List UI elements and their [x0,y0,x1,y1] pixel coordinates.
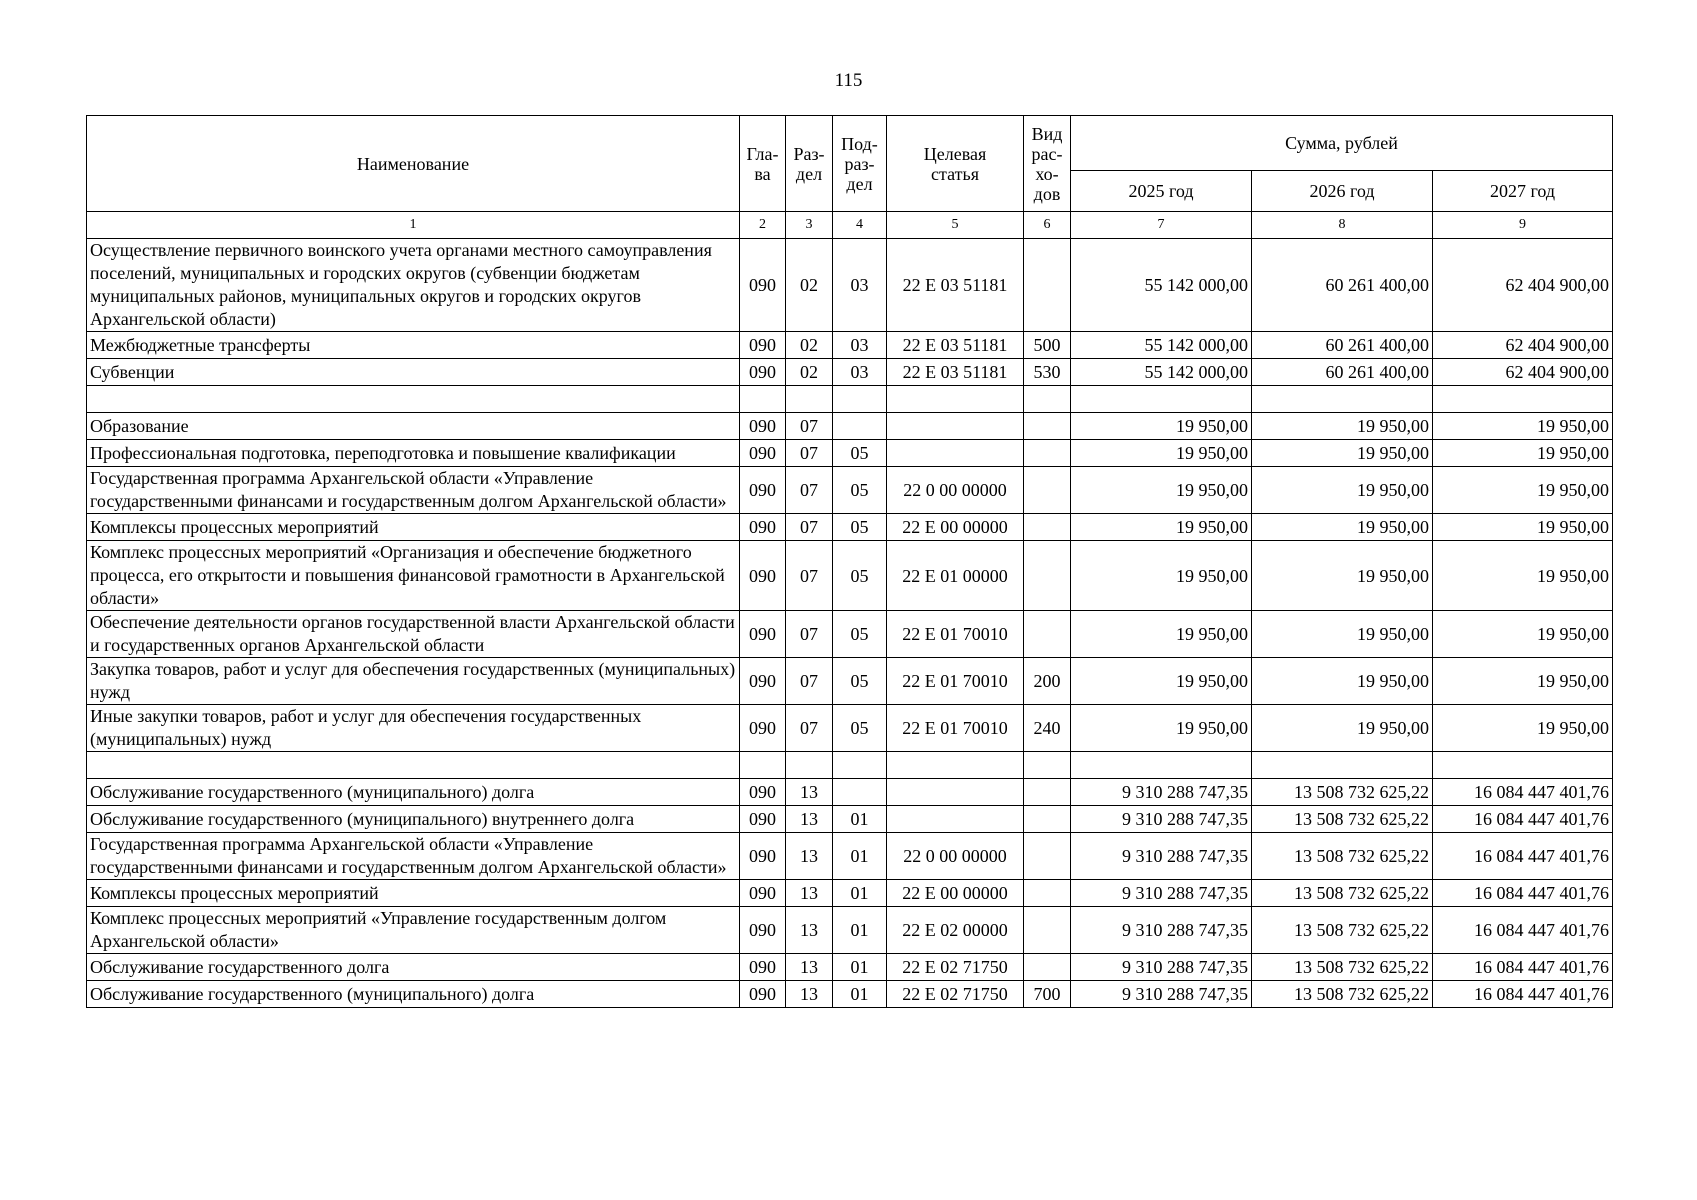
cell-vid-rashodov: 700 [1024,981,1071,1008]
cell-amount-2027: 62 404 900,00 [1433,332,1613,359]
cell-vid-rashodov [1024,907,1071,954]
empty-cell [1071,386,1252,413]
cell-amount-2025: 19 950,00 [1071,514,1252,541]
column-number: 7 [1071,212,1252,239]
cell-razdel: 07 [786,658,833,705]
cell-amount-2026: 19 950,00 [1252,705,1433,752]
column-number: 3 [786,212,833,239]
cell-amount-2025: 9 310 288 747,35 [1071,954,1252,981]
table-row [87,611,1613,658]
cell-razdel: 07 [786,541,833,611]
cell-amount-2026: 60 261 400,00 [1252,332,1433,359]
cell-amount-2027: 19 950,00 [1433,467,1613,514]
cell-amount-2025: 9 310 288 747,35 [1071,806,1252,833]
cell-glava: 090 [740,440,786,467]
column-number: 1 [87,212,740,239]
cell-vid-rashodov [1024,440,1071,467]
table-row [87,440,1613,467]
cell-amount-2027: 62 404 900,00 [1433,359,1613,386]
cell-razdel: 07 [786,440,833,467]
cell-celevaya-statya: 22 Е 03 51181 [887,239,1024,332]
cell-amount-2026: 19 950,00 [1252,413,1433,440]
header-celevaya-statya: Целевая статья [887,116,1024,212]
cell-razdel: 07 [786,705,833,752]
column-number: 8 [1252,212,1433,239]
cell-podrazdel: 01 [833,954,887,981]
cell-name: Государственная программа Архангельской области «Управление государственными финансами и государственным долгом Архангельской области» [87,467,740,514]
cell-celevaya-statya: 22 Е 02 00000 [887,907,1024,954]
cell-name: Субвенции [87,359,740,386]
cell-razdel: 07 [786,611,833,658]
cell-amount-2026: 19 950,00 [1252,541,1433,611]
cell-razdel: 13 [786,880,833,907]
cell-podrazdel: 05 [833,705,887,752]
cell-name: Комплексы процессных мероприятий [87,880,740,907]
cell-amount-2025: 55 142 000,00 [1071,239,1252,332]
cell-podrazdel: 05 [833,611,887,658]
empty-cell [1024,752,1071,779]
cell-amount-2026: 13 508 732 625,22 [1252,954,1433,981]
table-row [87,981,1613,1008]
cell-glava: 090 [740,239,786,332]
empty-cell [1252,386,1433,413]
cell-amount-2026: 13 508 732 625,22 [1252,907,1433,954]
cell-vid-rashodov [1024,413,1071,440]
header-year-2026: 2026 год [1252,171,1433,212]
empty-cell [786,752,833,779]
table-row [87,806,1613,833]
cell-razdel: 13 [786,907,833,954]
cell-glava: 090 [740,514,786,541]
cell-amount-2027: 16 084 447 401,76 [1433,880,1613,907]
cell-amount-2027: 16 084 447 401,76 [1433,806,1613,833]
cell-glava: 090 [740,954,786,981]
cell-razdel: 13 [786,779,833,806]
cell-name: Обеспечение деятельности органов государственной власти Архангельской области и государственных органов Архангельской области [87,611,740,658]
cell-name: Межбюджетные трансферты [87,332,740,359]
cell-name: Профессиональная подготовка, переподготовка и повышение квалификации [87,440,740,467]
cell-podrazdel: 01 [833,833,887,880]
empty-cell [887,752,1024,779]
cell-amount-2026: 13 508 732 625,22 [1252,779,1433,806]
cell-amount-2025: 19 950,00 [1071,658,1252,705]
empty-cell [1252,752,1433,779]
cell-amount-2026: 19 950,00 [1252,514,1433,541]
cell-amount-2025: 9 310 288 747,35 [1071,779,1252,806]
cell-celevaya-statya: 22 0 00 00000 [887,467,1024,514]
table-row [87,880,1613,907]
cell-name: Осуществление первичного воинского учета органами местного самоуправления поселений, муниципальных и городских округов (субвенции бюджетам муниципальных районов, муниципальных округов и городских округов Архангельской области) [87,239,740,332]
cell-celevaya-statya [887,806,1024,833]
cell-name: Обслуживание государственного (муниципального) долга [87,779,740,806]
cell-amount-2027: 19 950,00 [1433,658,1613,705]
cell-amount-2027: 16 084 447 401,76 [1433,981,1613,1008]
header-razdel: Раз- дел [786,116,833,212]
cell-amount-2025: 19 950,00 [1071,705,1252,752]
cell-celevaya-statya: 22 Е 03 51181 [887,359,1024,386]
cell-celevaya-statya: 22 Е 00 00000 [887,880,1024,907]
cell-amount-2027: 19 950,00 [1433,541,1613,611]
cell-name: Обслуживание государственного (муниципального) долга [87,981,740,1008]
cell-glava: 090 [740,541,786,611]
table-row [87,658,1613,705]
table-header [87,116,1613,239]
cell-vid-rashodov: 240 [1024,705,1071,752]
header-glava: Гла- ва [740,116,786,212]
empty-cell [833,752,887,779]
header-year-2027: 2027 год [1433,171,1613,212]
table-row [87,514,1613,541]
cell-podrazdel: 05 [833,440,887,467]
cell-glava: 090 [740,705,786,752]
cell-celevaya-statya: 22 0 00 00000 [887,833,1024,880]
cell-podrazdel [833,779,887,806]
table-row [87,907,1613,954]
empty-cell [887,386,1024,413]
cell-glava: 090 [740,880,786,907]
column-number-row [87,212,1613,239]
cell-amount-2026: 60 261 400,00 [1252,239,1433,332]
cell-celevaya-statya: 22 Е 02 71750 [887,954,1024,981]
cell-glava: 090 [740,981,786,1008]
column-number: 5 [887,212,1024,239]
cell-glava: 090 [740,833,786,880]
cell-amount-2025: 9 310 288 747,35 [1071,907,1252,954]
cell-amount-2027: 19 950,00 [1433,514,1613,541]
cell-celevaya-statya: 22 Е 01 00000 [887,541,1024,611]
cell-name: Комплекс процессных мероприятий «Организация и обеспечение бюджетного процесса, его открытости и повышения финансовой грамотности в Архангельской области» [87,541,740,611]
cell-celevaya-statya: 22 Е 01 70010 [887,658,1024,705]
cell-glava: 090 [740,413,786,440]
cell-vid-rashodov [1024,611,1071,658]
table-row [87,359,1613,386]
cell-vid-rashodov [1024,467,1071,514]
cell-celevaya-statya: 22 Е 03 51181 [887,332,1024,359]
cell-razdel: 02 [786,332,833,359]
column-number: 6 [1024,212,1071,239]
cell-celevaya-statya: 22 Е 00 00000 [887,514,1024,541]
cell-amount-2025: 9 310 288 747,35 [1071,833,1252,880]
cell-celevaya-statya: 22 Е 02 71750 [887,981,1024,1008]
cell-vid-rashodov [1024,833,1071,880]
table-row [87,413,1613,440]
cell-amount-2026: 19 950,00 [1252,440,1433,467]
table-row [87,332,1613,359]
cell-vid-rashodov [1024,779,1071,806]
cell-amount-2025: 19 950,00 [1071,467,1252,514]
cell-razdel: 13 [786,954,833,981]
cell-glava: 090 [740,658,786,705]
cell-razdel: 07 [786,413,833,440]
cell-podrazdel: 03 [833,359,887,386]
cell-celevaya-statya [887,440,1024,467]
cell-glava: 090 [740,611,786,658]
cell-name: Обслуживание государственного (муниципального) внутреннего долга [87,806,740,833]
cell-celevaya-statya [887,779,1024,806]
cell-razdel: 13 [786,833,833,880]
cell-podrazdel: 01 [833,907,887,954]
cell-vid-rashodov [1024,880,1071,907]
cell-glava: 090 [740,332,786,359]
header-podrazdel: Под- раз- дел [833,116,887,212]
cell-razdel: 07 [786,467,833,514]
empty-cell [740,386,786,413]
cell-podrazdel: 01 [833,880,887,907]
cell-name: Комплексы процессных мероприятий [87,514,740,541]
cell-name: Иные закупки товаров, работ и услуг для обеспечения государственных (муниципальных) нужд [87,705,740,752]
cell-name: Закупка товаров, работ и услуг для обеспечения государственных (муниципальных) нужд [87,658,740,705]
cell-vid-rashodov [1024,541,1071,611]
cell-vid-rashodov [1024,954,1071,981]
cell-amount-2026: 60 261 400,00 [1252,359,1433,386]
page-number: 115 [834,70,863,91]
table-row [87,705,1613,752]
column-number: 9 [1433,212,1613,239]
cell-vid-rashodov [1024,806,1071,833]
cell-amount-2025: 19 950,00 [1071,541,1252,611]
cell-glava: 090 [740,779,786,806]
cell-amount-2025: 19 950,00 [1071,413,1252,440]
cell-podrazdel [833,413,887,440]
cell-amount-2026: 13 508 732 625,22 [1252,833,1433,880]
cell-amount-2027: 16 084 447 401,76 [1433,954,1613,981]
cell-celevaya-statya: 22 Е 01 70010 [887,705,1024,752]
cell-razdel: 13 [786,806,833,833]
cell-amount-2027: 19 950,00 [1433,440,1613,467]
cell-podrazdel: 05 [833,514,887,541]
table-row [87,954,1613,981]
column-number: 2 [740,212,786,239]
empty-cell [833,386,887,413]
cell-razdel: 02 [786,359,833,386]
cell-celevaya-statya: 22 Е 01 70010 [887,611,1024,658]
cell-amount-2026: 13 508 732 625,22 [1252,806,1433,833]
cell-amount-2025: 9 310 288 747,35 [1071,981,1252,1008]
cell-vid-rashodov: 530 [1024,359,1071,386]
table-row [87,779,1613,806]
header-summa: Сумма, рублей [1071,116,1613,171]
cell-podrazdel: 05 [833,541,887,611]
empty-cell [740,752,786,779]
cell-amount-2027: 16 084 447 401,76 [1433,779,1613,806]
header-vid-rashodov: Вид рас- хо- дов [1024,116,1071,212]
cell-glava: 090 [740,806,786,833]
cell-podrazdel: 05 [833,467,887,514]
cell-amount-2027: 62 404 900,00 [1433,239,1613,332]
cell-vid-rashodov [1024,239,1071,332]
cell-name: Комплекс процессных мероприятий «Управление государственным долгом Архангельской области» [87,907,740,954]
cell-podrazdel: 01 [833,806,887,833]
cell-vid-rashodov: 200 [1024,658,1071,705]
empty-cell [1433,386,1613,413]
cell-podrazdel: 03 [833,239,887,332]
table-row [87,833,1613,880]
cell-amount-2027: 19 950,00 [1433,413,1613,440]
empty-cell [786,386,833,413]
cell-amount-2026: 13 508 732 625,22 [1252,981,1433,1008]
cell-glava: 090 [740,359,786,386]
cell-amount-2026: 19 950,00 [1252,467,1433,514]
cell-podrazdel: 01 [833,981,887,1008]
cell-name: Государственная программа Архангельской области «Управление государственными финансами и государственным долгом Архангельской области» [87,833,740,880]
header-year-2025: 2025 год [1071,171,1252,212]
empty-cell [1024,386,1071,413]
cell-podrazdel: 03 [833,332,887,359]
column-number: 4 [833,212,887,239]
cell-amount-2025: 19 950,00 [1071,611,1252,658]
empty-cell [1433,752,1613,779]
cell-glava: 090 [740,907,786,954]
spacer-row [87,752,1613,779]
table-row [87,541,1613,611]
cell-celevaya-statya [887,413,1024,440]
cell-razdel: 13 [786,981,833,1008]
cell-amount-2027: 16 084 447 401,76 [1433,833,1613,880]
cell-amount-2027: 19 950,00 [1433,705,1613,752]
cell-amount-2027: 16 084 447 401,76 [1433,907,1613,954]
cell-razdel: 07 [786,514,833,541]
cell-amount-2027: 19 950,00 [1433,611,1613,658]
cell-amount-2026: 19 950,00 [1252,658,1433,705]
table-body [87,239,1613,1008]
cell-podrazdel: 05 [833,658,887,705]
cell-amount-2026: 13 508 732 625,22 [1252,880,1433,907]
cell-amount-2025: 9 310 288 747,35 [1071,880,1252,907]
empty-cell [1071,752,1252,779]
cell-amount-2025: 55 142 000,00 [1071,359,1252,386]
table-row [87,239,1613,332]
cell-amount-2025: 55 142 000,00 [1071,332,1252,359]
empty-cell [87,386,740,413]
spacer-row [87,386,1613,413]
header-name: Наименование [87,116,740,212]
empty-cell [87,752,740,779]
budget-table [86,115,1613,1008]
cell-name: Образование [87,413,740,440]
cell-amount-2026: 19 950,00 [1252,611,1433,658]
cell-glava: 090 [740,467,786,514]
cell-name: Обслуживание государственного долга [87,954,740,981]
cell-vid-rashodov: 500 [1024,332,1071,359]
cell-razdel: 02 [786,239,833,332]
cell-vid-rashodov [1024,514,1071,541]
cell-amount-2025: 19 950,00 [1071,440,1252,467]
table-row [87,467,1613,514]
